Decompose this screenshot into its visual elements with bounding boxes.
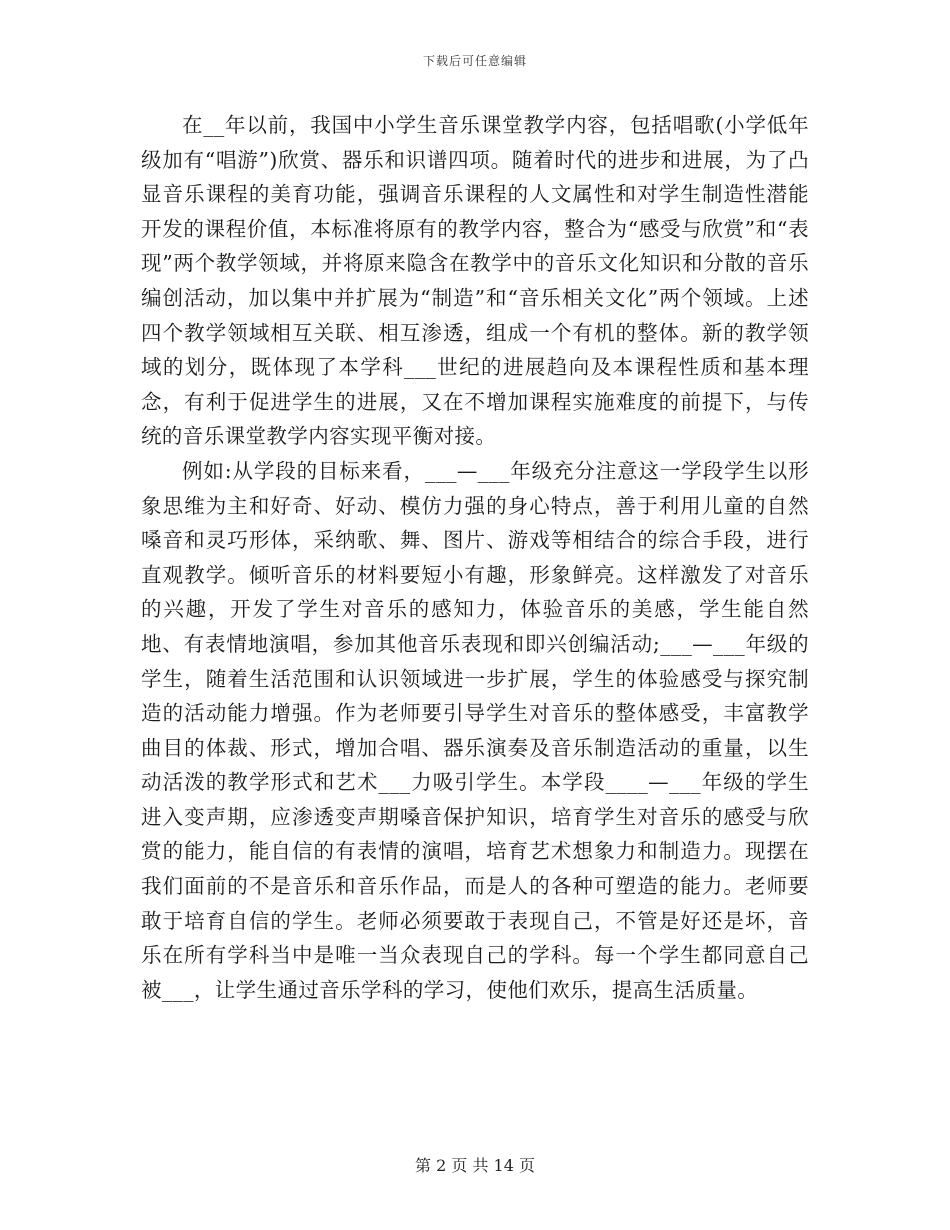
page-number: 第 2 页 共 14 页 xyxy=(415,1156,535,1175)
page-header-note: 下载后可任意编辑 xyxy=(422,54,527,68)
document-body xyxy=(141,108,809,1007)
paragraph-grade-stage-goals: 例如:从学段的目标来看，___—___年级充分注意这一学段学生以形象思维为主和好奇、好动、模仿力强的身心特点，善于利用儿童的自然嗓音和灵巧形体，采纳歌、舞、图片、游戏等相结合的综合手段，进行直观教学。倾听音乐的材料要短小有趣，形象鲜亮。这样激发了对音乐的兴趣，开发了学生对音乐的感知力，体验音乐的美感，学生能自然地、有表情地演唱，参加其他音乐表现和即兴创编活动;___—___年级的学生，随着生活范围和认识领域进一步扩展，学生的体验感受与探究制造的活动能力增强。作为老师要引导学生对音乐的整体感受，丰富教学曲目的体裁、形式，增加合唱、器乐演奏及音乐制造活动的重量，以生动活泼的教学形式和艺术___力吸引学生。本学段____—___年级的学生进入变声期，应渗透变声期嗓音保护知识，培育学生对音乐的感受与欣赏的能力，能自信的有表情的演唱，培育艺术想象力和制造力。现摆在我们面前的不是音乐和音乐作品，而是人的各种可塑造的能力。老师要敢于培育自信的学生。老师必须要敢于表现自己，不管是好还是坏，音乐在所有学科当中是唯一当众表现自己的学科。每一个学生都同意自己被___，让学生通过音乐学科的学习，使他们欢乐，提高生活质量。 xyxy=(141,458,809,1002)
paragraph-curriculum-areas: 在__年以前，我国中小学生音乐课堂教学内容，包括唱歌(小学低年级加有“唱游”)欣赏、器乐和识谱四项。随着时代的进步和进展，为了凸显音乐课程的美育功能，强调音乐课程的人文属性和对学生制造性潜能开发的课程价值，本标准将原有的教学内容，整合为“感受与欣赏”和“表现”两个教学领域，并将原来隐含在教学中的音乐文化知识和分散的音乐编创活动，加以集中并扩展为“制造”和“音乐相关文化”两个领域。上述四个教学领域相互关联、相互渗透，组成一个有机的整体。新的教学领域的划分，既体现了本学科___世纪的进展趋向及本课程性质和基本理念，有利于促进学生的进展，又在不增加课程实施难度的前提下，与传统的音乐课堂教学内容实现平衡对接。 xyxy=(141,113,809,449)
